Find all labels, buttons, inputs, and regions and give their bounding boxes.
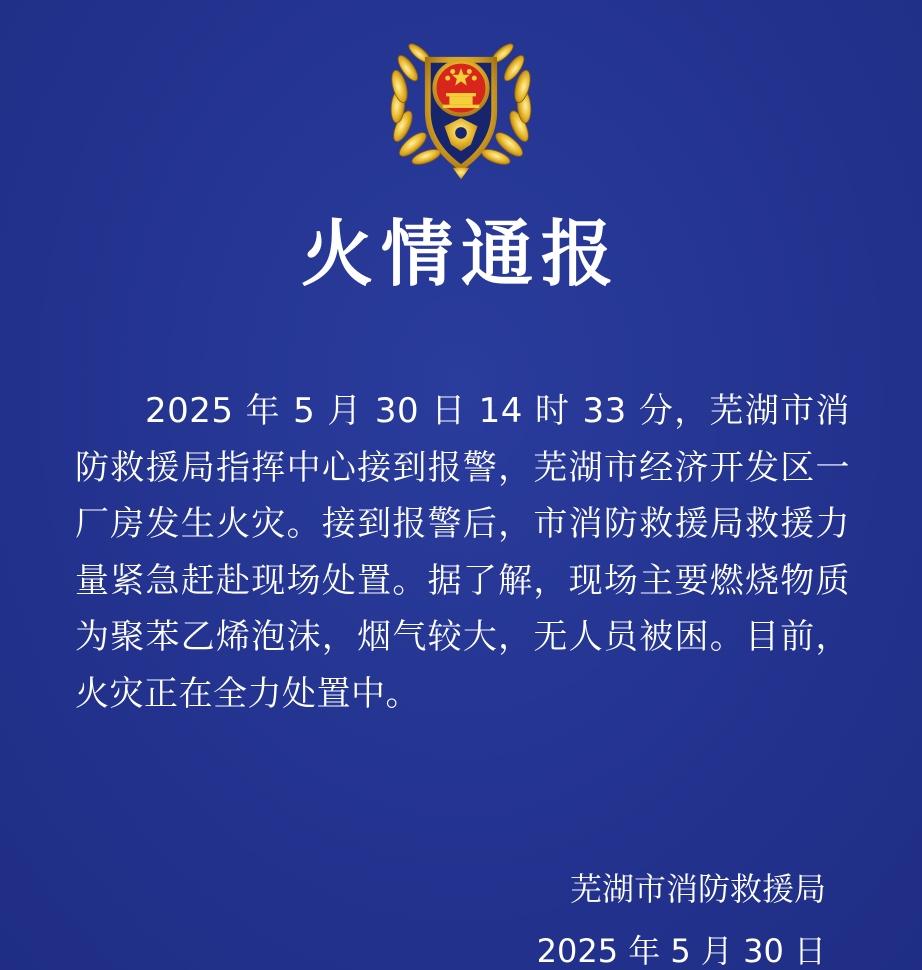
issue-date: 2025 年 5 月 30 日 bbox=[536, 932, 826, 970]
notice-body: 2025 年 5 月 30 日 14 时 33 分，芜湖市消防救援局指挥中心接到报警，芜湖市经济开发区一厂房发生火灾。接到报警后，市消防救援局救援力量紧急赶赴现场处置。据了解，现场主要燃烧物质为聚苯乙烯泡沫，烟气较大，无人员被困。目前，火灾正在全力处置中。 bbox=[75, 391, 850, 714]
signature-block bbox=[537, 858, 826, 970]
issuer-name: 芜湖市消防救援局 bbox=[569, 870, 826, 908]
notice-title: 火情通报 bbox=[300, 212, 621, 296]
fire-rescue-emblem-icon bbox=[378, 20, 544, 186]
